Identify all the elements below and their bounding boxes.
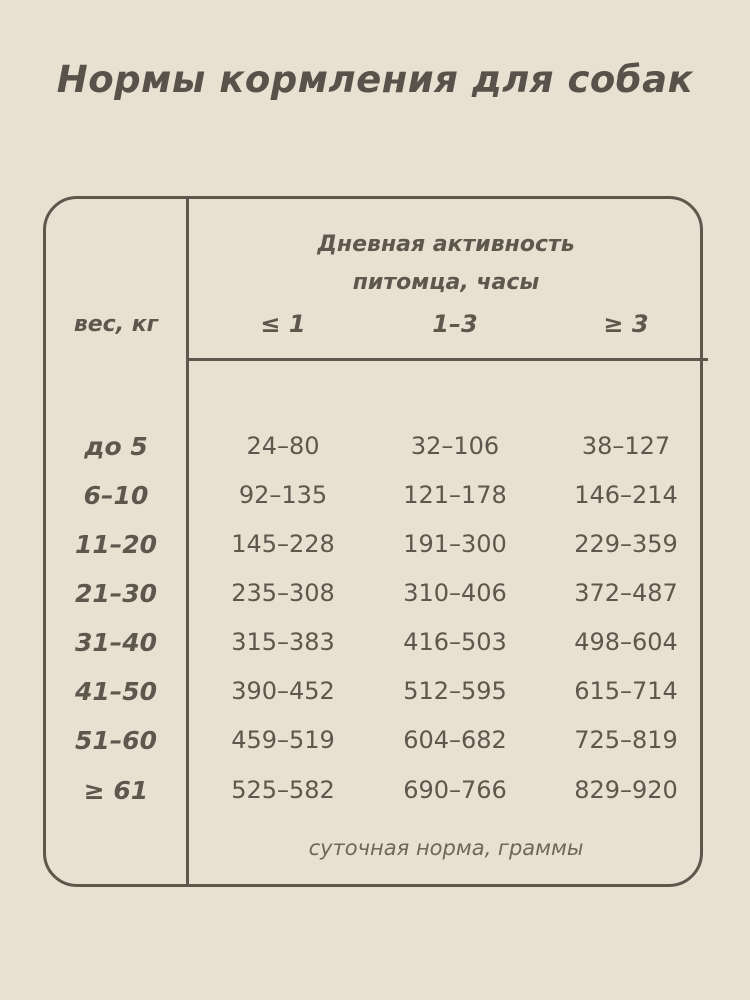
value-cell: 525–582 — [231, 776, 335, 804]
value-cell: 229–359 — [574, 530, 678, 558]
weight-cell: 6–10 — [83, 481, 149, 510]
table-row — [46, 667, 703, 716]
value-cell: 372–487 — [574, 579, 678, 607]
value-cell: 459–519 — [231, 726, 335, 754]
value-cell: 146–214 — [574, 481, 678, 509]
value-cell: 690–766 — [403, 776, 507, 804]
value-cell: 829–920 — [574, 776, 678, 804]
value-cell: 604–682 — [403, 726, 507, 754]
value-cell: 512–595 — [403, 677, 507, 705]
weight-header: вес, кг — [73, 312, 159, 337]
value-cell: 235–308 — [231, 579, 335, 607]
value-cell: 725–819 — [574, 726, 678, 754]
table-row — [46, 618, 703, 667]
header-divider — [186, 358, 708, 361]
column-header-high: ≥ 3 — [603, 310, 649, 338]
value-cell: 32–106 — [410, 432, 500, 460]
table-row — [46, 471, 703, 520]
value-cell: 315–383 — [231, 628, 335, 656]
value-cell: 498–604 — [574, 628, 678, 656]
value-cell: 416–503 — [403, 628, 507, 656]
table-row — [46, 422, 703, 471]
column-header-low: ≤ 1 — [260, 310, 306, 338]
activity-header — [189, 226, 703, 302]
value-cell: 145–228 — [231, 530, 335, 558]
weight-cell: ≥ 61 — [83, 776, 149, 805]
value-cell: 310–406 — [403, 579, 507, 607]
value-cell: 92–135 — [238, 481, 328, 509]
page-title: Нормы кормления для собак — [56, 58, 694, 101]
value-cell: 38–127 — [581, 432, 671, 460]
table-row — [46, 716, 703, 765]
value-cell: 121–178 — [403, 481, 507, 509]
value-cell: 390–452 — [231, 677, 335, 705]
table-row — [46, 520, 703, 569]
units-footnote: суточная норма, граммы — [308, 836, 584, 860]
weight-cell: 31–40 — [74, 628, 158, 657]
column-header-mid: 1–3 — [432, 310, 478, 338]
value-cell: 24–80 — [246, 432, 320, 460]
activity-header-line1: Дневная активность — [317, 232, 575, 257]
weight-cell: 21–30 — [74, 579, 158, 608]
value-cell: 191–300 — [403, 530, 507, 558]
table-row — [46, 569, 703, 618]
weight-cell: до 5 — [84, 432, 148, 461]
weight-cell: 51–60 — [74, 726, 158, 755]
table-row — [46, 766, 703, 815]
weight-cell: 41–50 — [74, 677, 158, 706]
weight-cell: 11–20 — [74, 530, 158, 559]
activity-header-line2: питомца, часы — [352, 270, 540, 295]
value-cell: 615–714 — [574, 677, 678, 705]
